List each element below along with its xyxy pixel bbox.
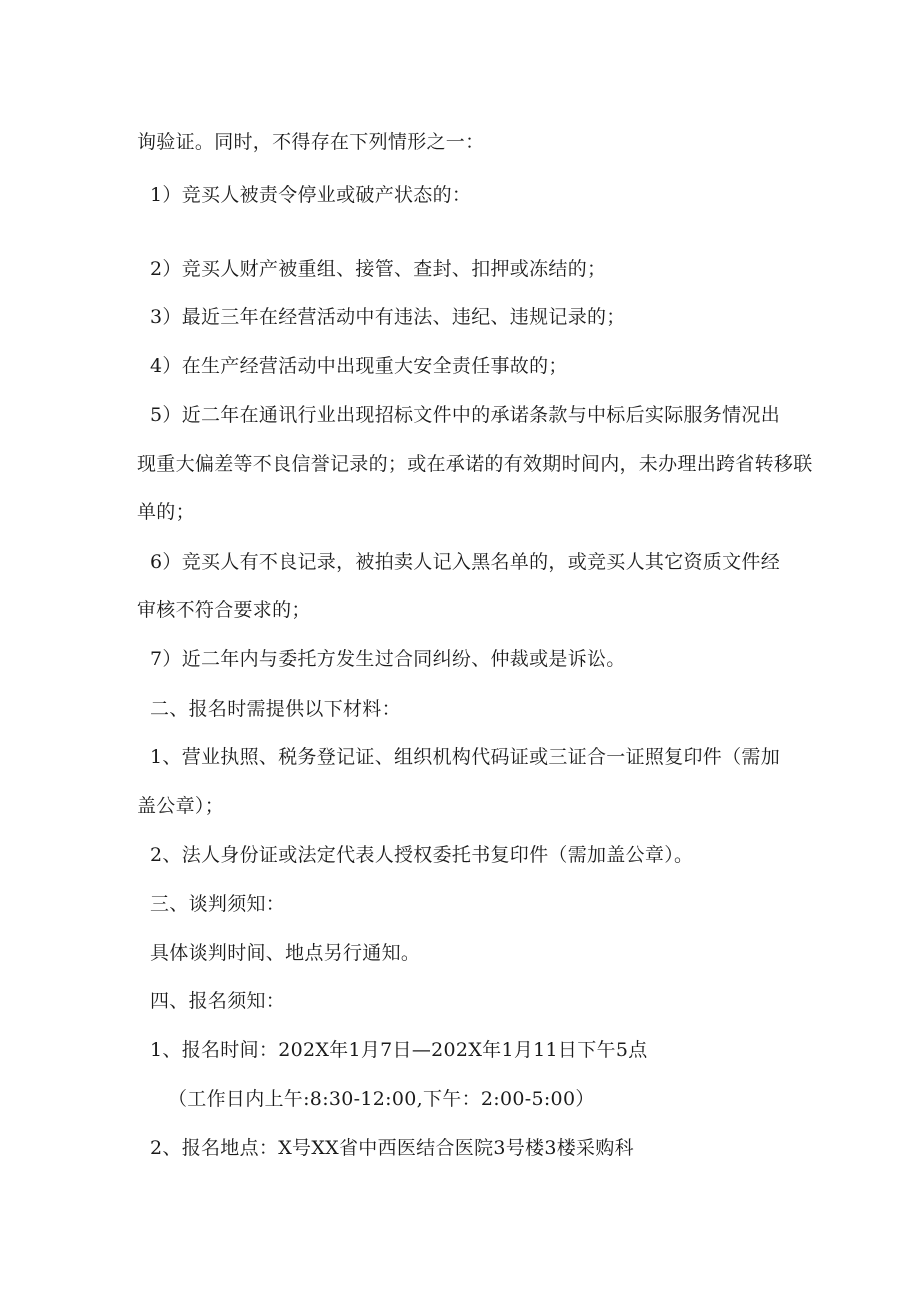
text-line: 1、报名时间：202X年1月7日—202X年1月11日下午5点 xyxy=(150,1039,648,1061)
text-line: 2）竞买人财产被重组、接管、查封、扣押或冻结的； xyxy=(150,258,607,280)
section-heading: 二、报名时需提供以下材料： xyxy=(150,698,401,720)
text-line: 2、报名地点：X号XX省中西医结合医院3号楼3楼采购科 xyxy=(150,1137,634,1159)
section-heading: 三、谈判须知： xyxy=(150,893,286,915)
text-line: 7）近二年内与委托方发生过合同纠纷、仲裁或是诉讼。 xyxy=(150,648,626,670)
text-line: 3）最近三年在经营活动中有违法、违纪、违规记录的； xyxy=(150,306,626,328)
text-line: 6）竞买人有不良记录，被拍卖人记入黑名单的，或竞买人其它资质文件经 xyxy=(150,551,780,573)
text-line: 1）竞买人被责令停业或破产状态的： xyxy=(150,184,472,206)
text-line: 4）在生产经营活动中出现重大安全责任事故的； xyxy=(150,355,568,377)
text-line: 审核不符合要求的； xyxy=(137,599,311,621)
text-line: 单的； xyxy=(137,501,195,523)
section-heading: 四、报名须知： xyxy=(150,990,286,1012)
text-line: 具体谈判时间、地点另行通知。 xyxy=(150,942,421,964)
text-line: （工作日内上午:8:30-12:00,下午：2:00-5:00） xyxy=(168,1088,595,1110)
text-line: 5）近二年在通讯行业出现招标文件中的承诺条款与中标后实际服务情况出 xyxy=(150,404,780,426)
text-line: 盖公章）； xyxy=(137,795,225,817)
text-line: 询验证。同时，不得存在下列情形之一： xyxy=(137,131,485,153)
text-line: 1、营业执照、税务登记证、组织机构代码证或三证合一证照复印件（需加 xyxy=(150,746,780,768)
text-line: 现重大偏差等不良信誉记录的；或在承诺的有效期时间内，未办理出跨省转移联 xyxy=(137,453,813,475)
text-line: 2、法人身份证或法定代表人授权委托书复印件（需加盖公章）。 xyxy=(150,844,694,866)
